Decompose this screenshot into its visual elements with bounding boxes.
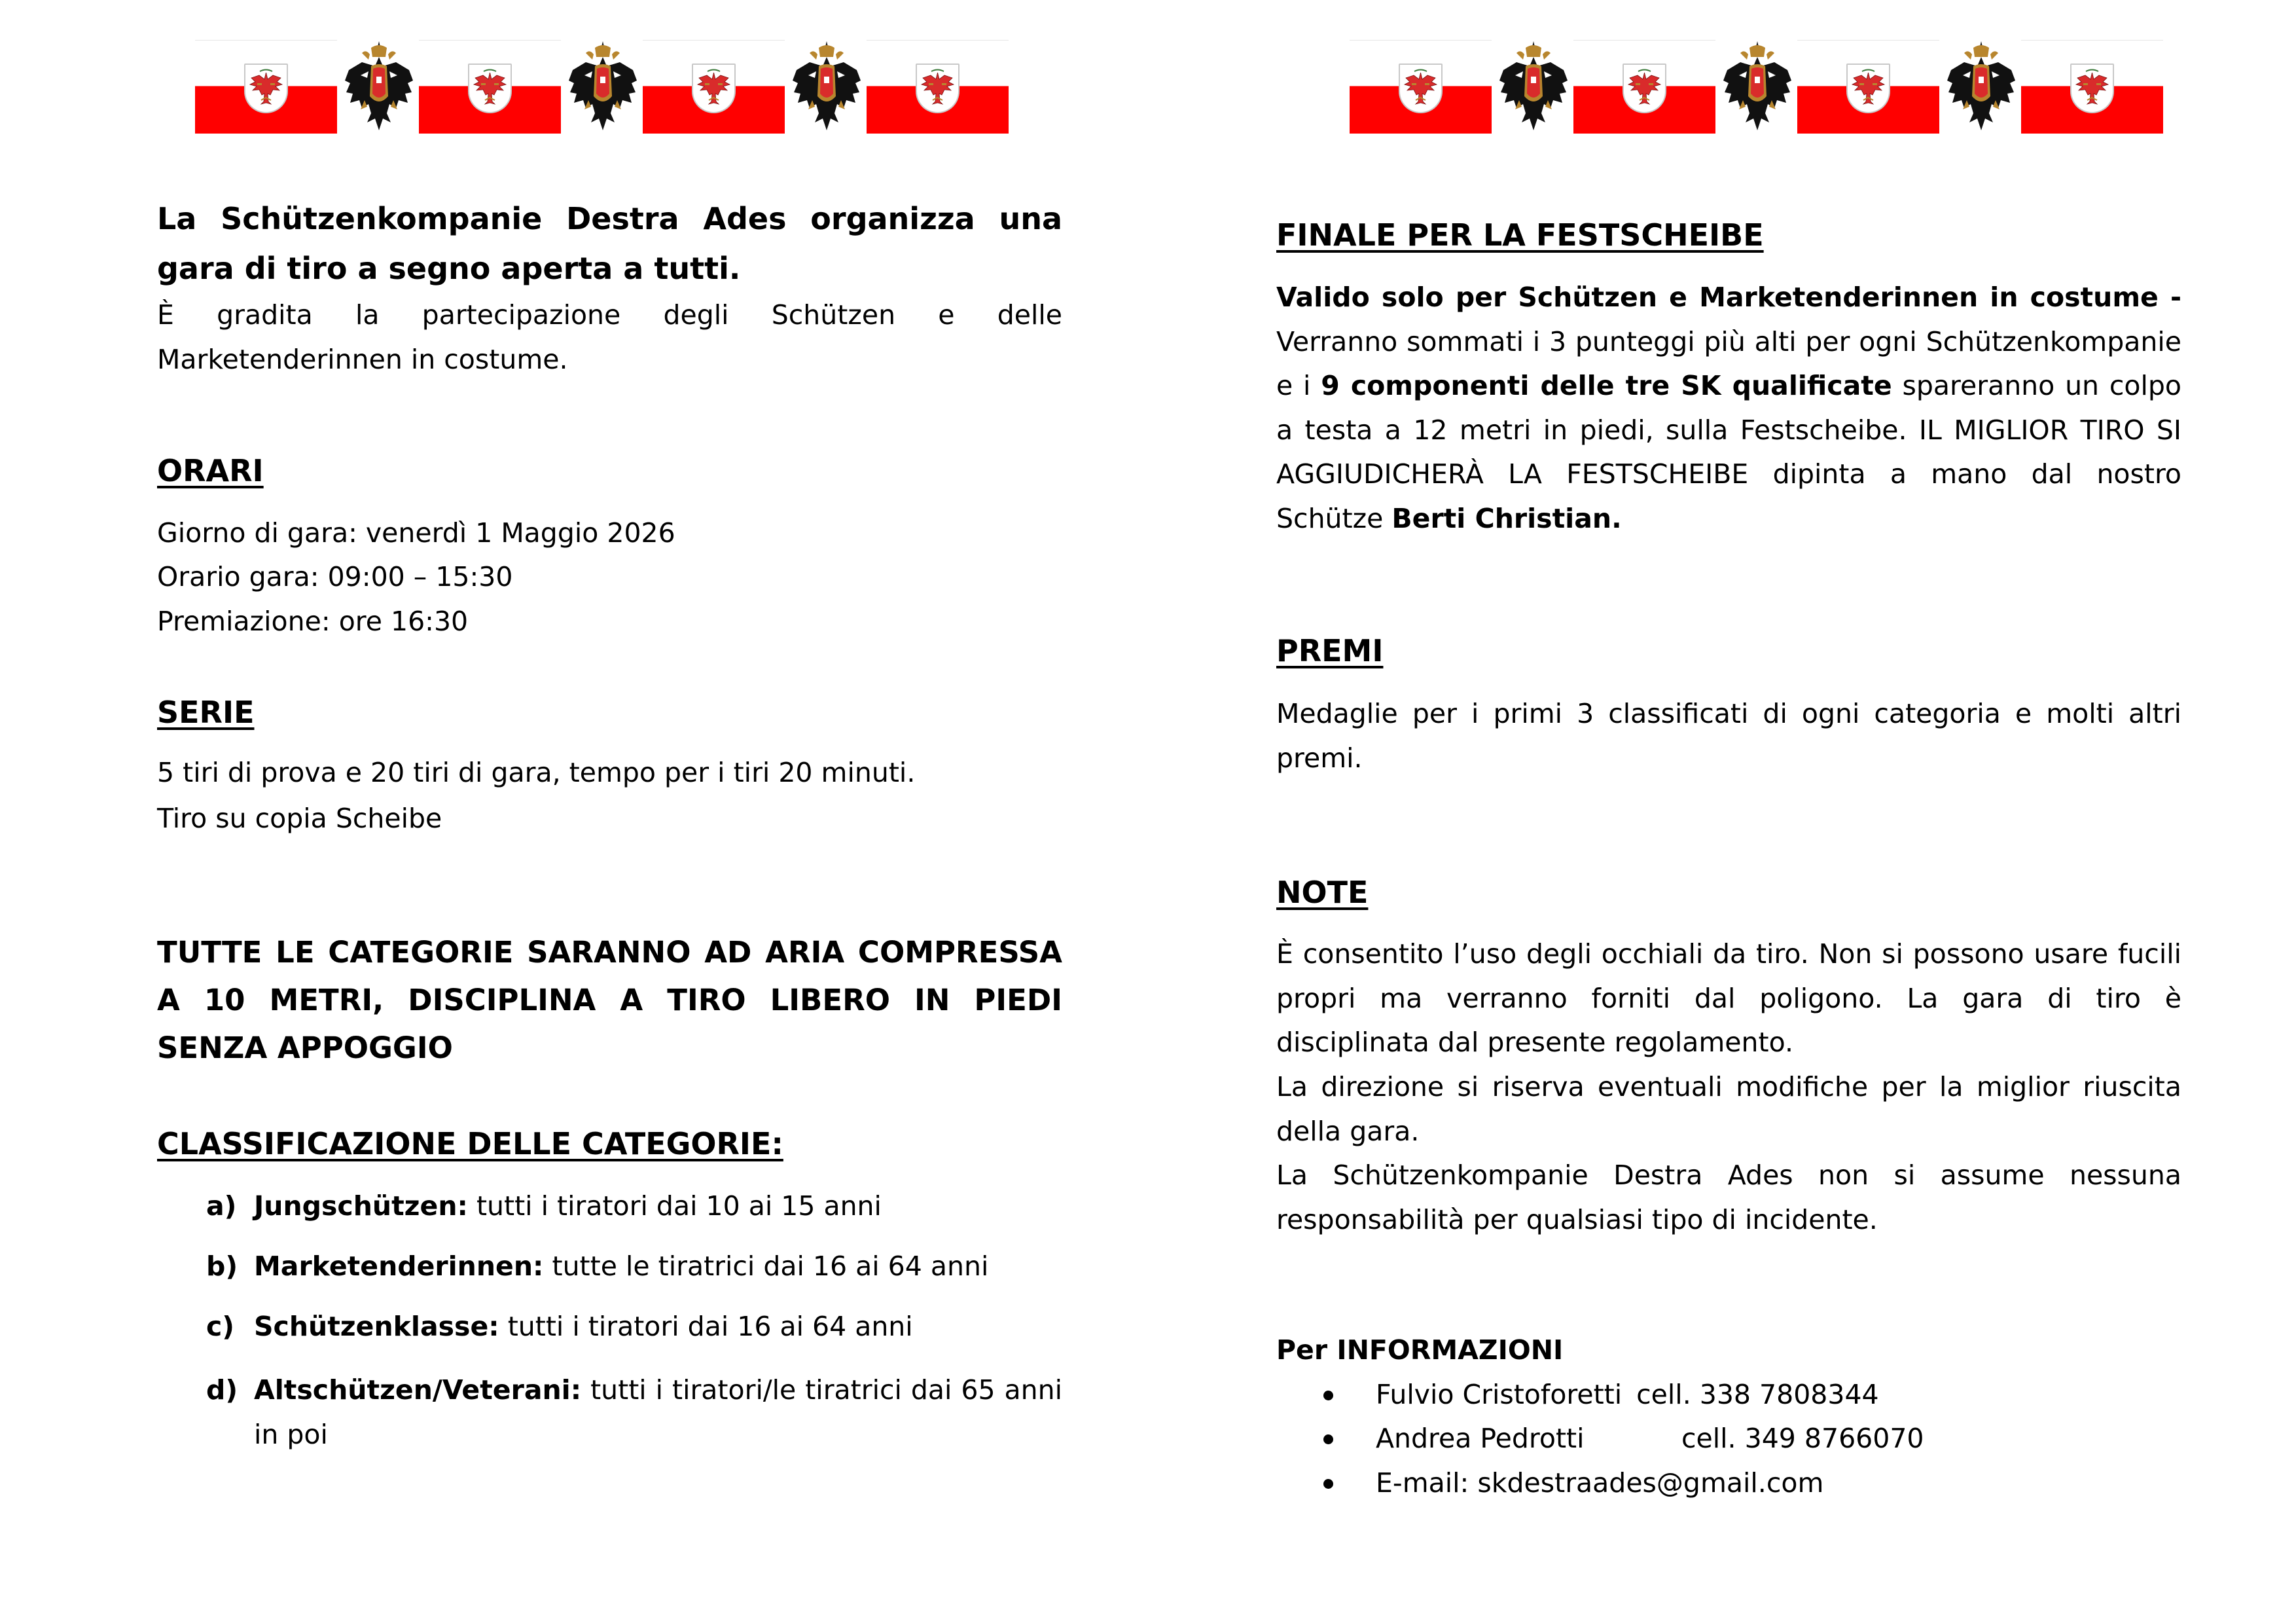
tyrol-eagle-icon bbox=[696, 69, 732, 107]
tyrol-eagle-icon bbox=[2074, 69, 2110, 107]
category-item bbox=[206, 1184, 1062, 1229]
austrian-eagle-icon bbox=[1945, 40, 2018, 133]
finale-title: FINALE PER LA FESTSCHEIBE bbox=[1276, 217, 1764, 253]
finale-text-1: Verranno sommati i 3 punteggi più alti per ogni Schützenkompanie e i bbox=[1276, 325, 2181, 401]
category-name: Marketenderinnen: bbox=[254, 1250, 544, 1282]
email-link[interactable]: skdestraades@gmail.com bbox=[1477, 1467, 1824, 1499]
note-paragraph: È consentito l’uso degli occhiali da tiro. Non si possono usare fucili propri ma verranno forniti dal poligono. La gara di tiro è disciplinata dal presente regolamento. bbox=[1276, 938, 2181, 1058]
category-desc: tutti i tiratori/le tiratrici dai 65 anni in poi bbox=[254, 1374, 1062, 1450]
headline: La Schützenkompanie Destra Ades organizza una gara di tiro a segno aperta a tutti. bbox=[157, 201, 1062, 286]
finale-eligibility: Valido solo per Schützen e Marketenderinnen in costume - bbox=[1276, 282, 2181, 313]
tyrol-flag-icon bbox=[867, 40, 1009, 134]
tyrol-eagle-icon bbox=[248, 69, 284, 107]
tyrol-flag-icon bbox=[1573, 40, 1715, 134]
tyrol-shield-icon bbox=[468, 64, 512, 113]
contact-phone[interactable]: cell. 338 7808344 bbox=[1636, 1379, 1879, 1410]
tyrol-eagle-icon bbox=[1626, 69, 1662, 107]
tyrol-flag-icon bbox=[419, 40, 561, 134]
category-item bbox=[206, 1368, 1062, 1457]
tyrol-flag-icon bbox=[1350, 40, 1492, 134]
info-title: Per INFORMAZIONI bbox=[1276, 1334, 1564, 1366]
austrian-eagle-icon bbox=[1497, 40, 1570, 133]
tyrol-eagle-icon bbox=[472, 69, 508, 107]
category-item bbox=[206, 1305, 1062, 1349]
tyrol-eagle-icon bbox=[1403, 69, 1439, 107]
category-label: c) bbox=[206, 1311, 235, 1342]
tyrol-shield-icon bbox=[916, 64, 960, 113]
premi-title: PREMI bbox=[1276, 633, 1384, 668]
tyrol-shield-icon bbox=[244, 64, 288, 113]
category-desc: tutte le tiratrici dai 16 ai 64 anni bbox=[552, 1250, 989, 1282]
categories-notice: TUTTE LE CATEGORIE SARANNO AD ARIA COMPRESSA A 10 METRI, DISCIPLINA A TIRO LIBERO IN PIEDI SENZA APPOGGIO bbox=[157, 935, 1062, 1065]
section-title-classificazione bbox=[157, 1122, 1062, 1167]
austrian-eagle-crest-icon bbox=[790, 40, 863, 133]
category-name: Jungschützen: bbox=[254, 1190, 468, 1222]
finale-text-2: spareranno un colpo a testa a 12 metri in piedi, sulla Festscheibe. IL MIGLIOR TIRO SI AGGIUDICHERÀ LA FESTSCHEIBE dipinta a mano dal nostro Schütze bbox=[1276, 370, 2181, 534]
contact-item bbox=[1329, 1373, 1879, 1417]
category-desc: tutti i tiratori dai 16 ai 64 anni bbox=[507, 1311, 913, 1342]
note-paragraph: La Schützenkompanie Destra Ades non si assume nessuna responsabilità per qualsiasi tipo di incidente. bbox=[1276, 1159, 2181, 1235]
tyrol-flag-icon bbox=[1797, 40, 1939, 134]
bullet-icon bbox=[1323, 1391, 1333, 1400]
contact-name: Fulvio Cristoforetti bbox=[1376, 1379, 1623, 1410]
bullet-icon bbox=[1323, 1479, 1333, 1489]
finale-artist: Berti Christian. bbox=[1391, 502, 1622, 534]
contact-item bbox=[1329, 1417, 1924, 1461]
category-item bbox=[206, 1245, 1062, 1289]
austrian-eagle-crest-icon bbox=[1945, 40, 2018, 133]
tyrol-flag-icon bbox=[643, 40, 785, 134]
austrian-eagle-crest-icon bbox=[566, 40, 639, 133]
premi-text: Medaglie per i primi 3 classificati di ogni categoria e molti altri premi. bbox=[1276, 698, 2181, 774]
serie-target: Tiro su copia Scheibe bbox=[157, 803, 442, 834]
austrian-eagle-crest-icon bbox=[342, 40, 416, 133]
bullet-icon bbox=[1323, 1434, 1333, 1444]
austrian-eagle-icon bbox=[342, 40, 416, 133]
tyrol-eagle-icon bbox=[1850, 69, 1886, 107]
race-hours: Orario gara: 09:00 – 15:30 bbox=[157, 561, 513, 593]
category-label: b) bbox=[206, 1250, 238, 1282]
contact-item bbox=[1329, 1461, 1823, 1506]
contact-name: Andrea Pedrotti bbox=[1376, 1423, 1585, 1454]
section-title-note bbox=[1276, 871, 2181, 915]
race-day: Giorno di gara: venerdì 1 Maggio 2026 bbox=[157, 517, 675, 549]
tyrol-shield-icon bbox=[1846, 64, 1890, 113]
tyrol-flag-icon bbox=[2021, 40, 2163, 134]
tyrol-flag-icon bbox=[195, 40, 337, 134]
award-ceremony-time: Premiazione: ore 16:30 bbox=[157, 606, 469, 637]
category-label: a) bbox=[206, 1190, 237, 1222]
tyrol-eagle-icon bbox=[920, 69, 956, 107]
section-title-finale bbox=[1276, 213, 2181, 258]
flag-banner-left bbox=[195, 40, 1009, 134]
section-title-serie bbox=[157, 691, 1062, 735]
category-name: Altschützen/Veterani: bbox=[254, 1374, 582, 1406]
note-paragraph: La direzione si riserva eventuali modifiche per la miglior riuscita della gara. bbox=[1276, 1071, 2181, 1147]
flag-banner-right bbox=[1350, 40, 2163, 134]
serie-shots: 5 tiri di prova e 20 tiri di gara, tempo per i tiri 20 minuti. bbox=[157, 757, 916, 788]
austrian-eagle-icon bbox=[566, 40, 639, 133]
austrian-eagle-icon bbox=[790, 40, 863, 133]
category-label: d) bbox=[206, 1374, 238, 1406]
email-label: E-mail: bbox=[1376, 1467, 1469, 1499]
orari-title: ORARI bbox=[157, 453, 264, 488]
classificazione-title: CLASSIFICAZIONE DELLE CATEGORIE: bbox=[157, 1126, 783, 1161]
category-name: Schützenklasse: bbox=[254, 1311, 499, 1342]
austrian-eagle-crest-icon bbox=[1497, 40, 1570, 133]
finale-qualified: 9 componenti delle tre SK qualificate bbox=[1321, 370, 1892, 401]
austrian-eagle-icon bbox=[1721, 40, 1794, 133]
section-title-orari bbox=[157, 449, 1062, 494]
serie-title: SERIE bbox=[157, 695, 255, 730]
finale-text bbox=[1276, 276, 2181, 541]
austrian-eagle-crest-icon bbox=[1721, 40, 1794, 133]
tyrol-shield-icon bbox=[2070, 64, 2114, 113]
section-title-premi bbox=[1276, 629, 2181, 674]
note-title: NOTE bbox=[1276, 875, 1369, 910]
intro-text: È gradita la partecipazione degli Schützen e delle Marketenderinnen in costume. bbox=[157, 299, 1062, 375]
tyrol-shield-icon bbox=[1623, 64, 1666, 113]
tyrol-shield-icon bbox=[1399, 64, 1443, 113]
category-desc: tutti i tiratori dai 10 ai 15 anni bbox=[476, 1190, 882, 1222]
tyrol-shield-icon bbox=[692, 64, 736, 113]
contact-phone[interactable]: cell. 349 8766070 bbox=[1681, 1423, 1924, 1454]
